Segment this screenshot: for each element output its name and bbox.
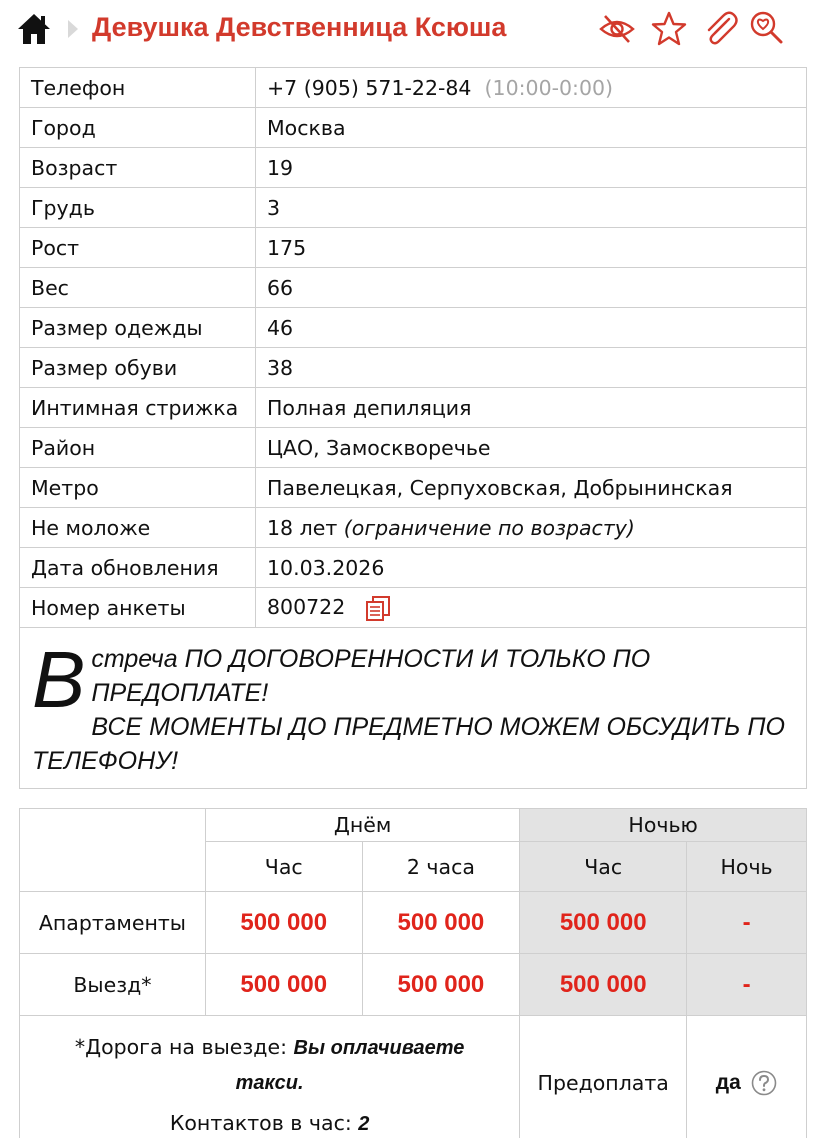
description-cell [20,628,807,789]
heart-search-icon[interactable] [748,10,786,48]
info-value: ЦАО, Замоскворечье [256,428,807,468]
price-value: 500 000 [520,892,687,954]
info-label: Дата обновления [20,548,256,588]
day-header: Днём [205,809,519,842]
info-value: 38 [256,348,807,388]
table-row [20,268,807,308]
info-value: 175 [256,228,807,268]
min-age-note: (ограничение по возрасту) [343,515,635,540]
description-line-2: ВСЕ МОМЕНТЫ ДО ПРЕДМЕТНО МОЖЕМ ОБСУДИТЬ ПО ТЕЛЕФОНУ! [32,713,785,775]
price-corner-cell [20,809,206,892]
price-value: 500 000 [520,954,687,1016]
paperclip-icon[interactable] [702,10,740,48]
info-label: Рост [20,228,256,268]
contacts-label: Контактов в час: [169,1111,352,1135]
col-hour-night: Час [520,842,687,892]
info-value: 46 [256,308,807,348]
page-title: Девушка Девственница Ксюша [92,12,507,42]
table-row [20,148,807,188]
prepay-cell [687,1016,807,1138]
page-header [0,0,828,58]
min-age-value: 18 лет [267,515,338,540]
table-row [20,188,807,228]
table-row [20,468,807,508]
phone-hours: (10:00-0:00) [484,75,614,100]
info-value: 19 [256,148,807,188]
star-icon[interactable] [650,10,688,48]
table-row [20,548,807,588]
price-row-label: Выезд* [20,954,206,1016]
price-value: - [687,954,807,1016]
table-row [20,954,807,1016]
info-label: Метро [20,468,256,508]
col-night: Ночь [687,842,807,892]
prepay-value: да [715,1070,741,1094]
col-hour: Час [205,842,362,892]
info-value: 66 [256,268,807,308]
question-icon[interactable] [751,1070,777,1096]
info-value: 3 [256,188,807,228]
price-value: 500 000 [362,892,520,954]
table-row [20,308,807,348]
price-table [19,808,807,1138]
info-label: Телефон [20,68,256,108]
info-label: Размер одежды [20,308,256,348]
copy-icon[interactable] [364,594,392,622]
dropcap: В [32,635,86,724]
info-label: Номер анкеты [20,588,256,628]
table-row [20,68,807,108]
info-value: Москва [256,108,807,148]
price-value: - [687,892,807,954]
table-row [20,809,807,842]
prepay-label: Предоплата [520,1016,687,1138]
table-row [20,892,807,954]
table-row [20,1016,807,1138]
info-value: Павелецкая, Серпуховская, Добрынинская [256,468,807,508]
night-header: Ночью [520,809,807,842]
info-label: Вес [20,268,256,308]
table-row [20,628,807,789]
phone-number[interactable]: +7 (905) 571-22-84 [267,75,472,100]
price-row-label: Апартаменты [20,892,206,954]
info-label: Район [20,428,256,468]
table-row [20,228,807,268]
info-label: Интимная стрижка [20,388,256,428]
info-value [256,68,807,108]
price-value: 500 000 [205,892,362,954]
table-row [20,588,807,628]
contacts-value: 2 [358,1113,370,1135]
road-value: Вы оплачиваете такси. [235,1037,465,1094]
col-2hours: 2 часа [362,842,520,892]
table-row [20,388,807,428]
info-value: 10.03.2026 [256,548,807,588]
price-value: 500 000 [205,954,362,1016]
home-icon[interactable] [16,12,52,46]
info-label: Возраст [20,148,256,188]
info-label: Грудь [20,188,256,228]
table-row [20,108,807,148]
terms-cell [20,1016,520,1138]
table-row [20,348,807,388]
profile-info-table [19,67,807,789]
price-value: 500 000 [362,954,520,1016]
chevron-right-icon [66,18,80,40]
hide-eye-icon[interactable] [598,10,636,48]
info-label: Не моложе [20,508,256,548]
info-value: Полная депиляция [256,388,807,428]
info-label: Размер обуви [20,348,256,388]
info-value [256,508,807,548]
table-row [20,428,807,468]
info-value [256,588,807,628]
road-label: *Дорога на выезде: [74,1035,287,1059]
profile-id: 800722 [267,594,346,619]
table-row [20,508,807,548]
info-label: Город [20,108,256,148]
description-line-1: стреча ПО ДОГОВОРЕННОСТИ И ТОЛЬКО ПО ПРЕДОПЛАТЕ! [91,645,651,707]
description-text [32,635,794,778]
